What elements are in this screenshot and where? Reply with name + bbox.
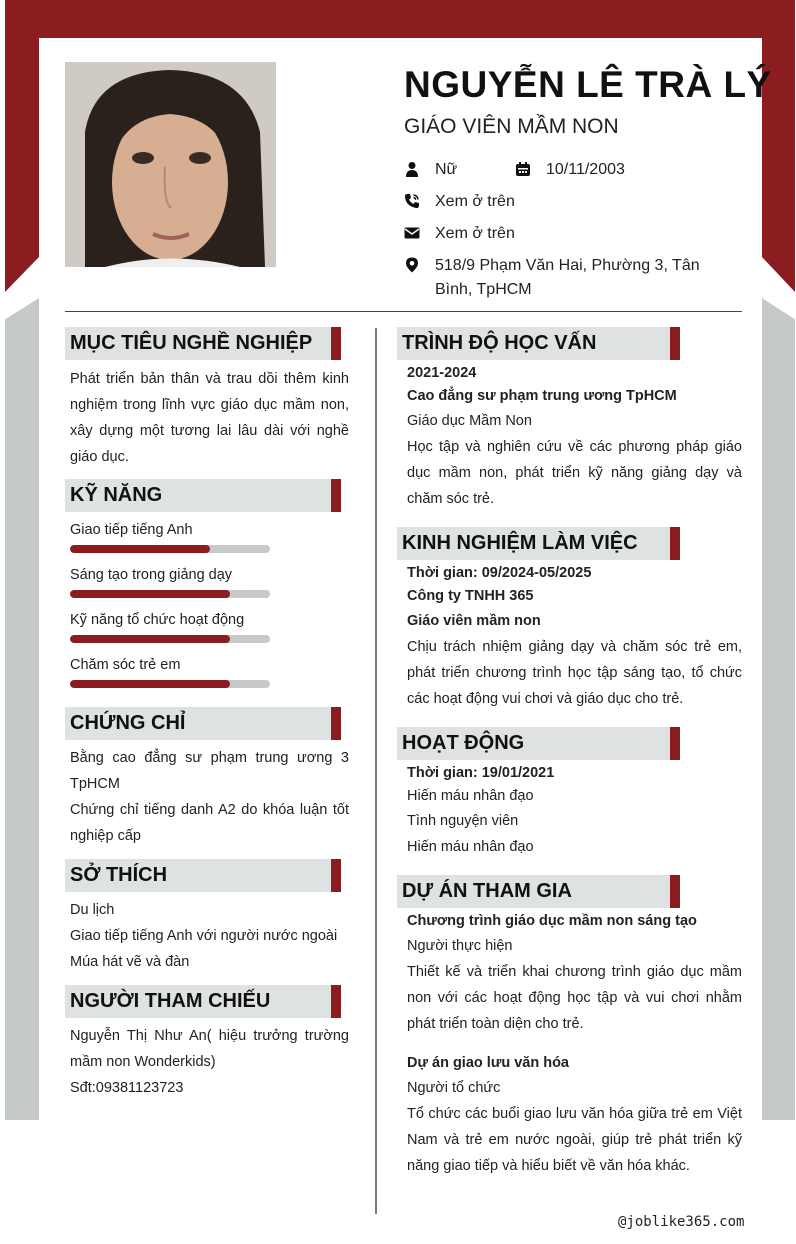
project-role: Người tổ chức — [407, 1080, 501, 1096]
right-grey-band — [762, 298, 795, 1120]
calendar-icon — [515, 160, 531, 178]
project-name: Dự án giao lưu văn hóa — [407, 1055, 569, 1071]
skill-fill — [70, 635, 230, 643]
certificate-item: Bằng cao đẳng sư phạm trung ương 3 TpHCM — [70, 750, 349, 792]
activity-item: Tình nguyện viên — [407, 813, 519, 829]
header-divider — [65, 311, 742, 312]
activity-item: Hiến máu nhân đạo — [407, 788, 534, 804]
section-skills-heading: KỸ NĂNG — [65, 479, 341, 512]
project-desc: Tổ chức các buổi giao lưu văn hóa giữa trẻ em Việt Nam và trẻ em nước ngoài, giúp trẻ phát triển kỹ năng giao tiếp và hiểu biết về văn hóa khác. — [407, 1106, 742, 1174]
address-value: 518/9 Phạm Văn Hai, Phường 3, Tân Bình, TpHCM — [435, 257, 700, 298]
education-major: Giáo dục Mầm Non — [407, 413, 532, 429]
section-projects-heading: DỰ ÁN THAM GIA — [397, 875, 680, 908]
skill-label: Kỹ năng tổ chức hoạt động — [70, 612, 245, 628]
section-objective-heading: MỤC TIÊU NGHỀ NGHIỆP — [65, 327, 341, 360]
birthday-row — [515, 158, 625, 182]
job-title: GIÁO VIÊN MẦM NON — [404, 115, 619, 138]
education-desc: Học tập và nghiên cứu về các phương pháp giáo dục mầm non, phát triển kỹ năng giảng dạy và chăm sóc trẻ. — [407, 439, 742, 507]
experience-position: Giáo viên mầm non — [407, 613, 541, 629]
education-period: 2021-2024 — [407, 365, 477, 381]
address-row — [404, 254, 704, 302]
hobby-item: Múa hát vẽ và đàn — [70, 954, 190, 970]
hobby-item: Giao tiếp tiếng Anh với người nước ngoài — [70, 928, 338, 944]
section-experience-heading: KINH NGHIỆM LÀM VIỆC — [397, 527, 680, 560]
project-role: Người thực hiện — [407, 938, 513, 954]
skill-fill — [70, 590, 230, 598]
education-school: Cao đẳng sư phạm trung ương TpHCM — [407, 388, 677, 404]
section-references-heading: NGƯỜI THAM CHIẾU — [65, 985, 341, 1018]
email-value: Xem ở trên — [435, 225, 515, 242]
envelope-icon — [404, 224, 420, 242]
phone-row — [404, 190, 515, 214]
gender-row — [404, 158, 457, 182]
skill-label: Sáng tạo trong giảng dạy — [70, 567, 233, 583]
skill-fill — [70, 680, 230, 688]
right-red-band — [762, 0, 795, 292]
skill-fill — [70, 545, 210, 553]
skill-bar — [70, 590, 270, 598]
skill-label: Chăm sóc trẻ em — [70, 657, 181, 673]
objective-text: Phát triển bản thân và trau dồi thêm kinh nghiệm trong lĩnh vực giáo dục mầm non, xây dựng một tương lai lâu dài với nghề giáo dục. — [70, 371, 349, 465]
gender-value: Nữ — [435, 161, 458, 178]
activities-period: Thời gian: 19/01/2021 — [407, 765, 555, 781]
watermark-text: @joblike365.com — [618, 1214, 745, 1230]
project-desc: Thiết kế và triển khai chương trình giáo dục mầm non với các hoạt động học tập và vui chơi nhằm phát triển toàn diện cho trẻ. — [407, 964, 742, 1032]
section-education-heading: TRÌNH ĐỘ HỌC VẤN — [397, 327, 680, 360]
map-pin-icon — [404, 256, 420, 274]
skill-label: Giao tiếp tiếng Anh — [70, 522, 193, 538]
section-certificates-heading: CHỨNG CHỈ — [65, 707, 341, 740]
user-icon — [404, 160, 420, 178]
experience-desc: Chịu trách nhiệm giảng dạy và chăm sóc trẻ em, phát triển chương trình học tập sáng tạo, tổ chức các hoạt động vui chơi và giáo dục cho trẻ. — [407, 639, 742, 707]
certificate-item: Chứng chỉ tiếng danh A2 do khóa luận tốt nghiệp cấp — [70, 802, 349, 844]
candidate-name: NGUYỄN LÊ TRÀ LÝ — [404, 64, 772, 105]
experience-company: Công ty TNHH 365 — [407, 588, 534, 604]
hobby-item: Du lịch — [70, 902, 115, 918]
birthday-value: 10/11/2003 — [546, 161, 625, 178]
activity-item: Hiến máu nhân đạo — [407, 839, 534, 855]
column-divider — [375, 328, 377, 1214]
section-hobbies-heading: SỞ THÍCH — [65, 859, 341, 892]
left-grey-band — [5, 298, 39, 1120]
profile-photo — [65, 62, 276, 267]
left-red-band — [5, 0, 39, 292]
section-activities-heading: HOẠT ĐỘNG — [397, 727, 680, 760]
email-row — [404, 222, 515, 246]
reference-text: Nguyễn Thị Như An( hiệu trưởng trường mầm non Wonderkids) — [70, 1028, 349, 1070]
phone-icon — [404, 192, 420, 210]
skill-bar — [70, 545, 270, 553]
experience-period: Thời gian: 09/2024-05/2025 — [407, 565, 592, 581]
skill-bar — [70, 635, 270, 643]
project-name: Chương trình giáo dục mầm non sáng tạo — [407, 913, 697, 929]
skill-bar — [70, 680, 270, 688]
top-banner — [5, 0, 795, 38]
phone-value: Xem ở trên — [435, 193, 515, 210]
reference-phone: Sđt:09381123723 — [70, 1080, 184, 1096]
